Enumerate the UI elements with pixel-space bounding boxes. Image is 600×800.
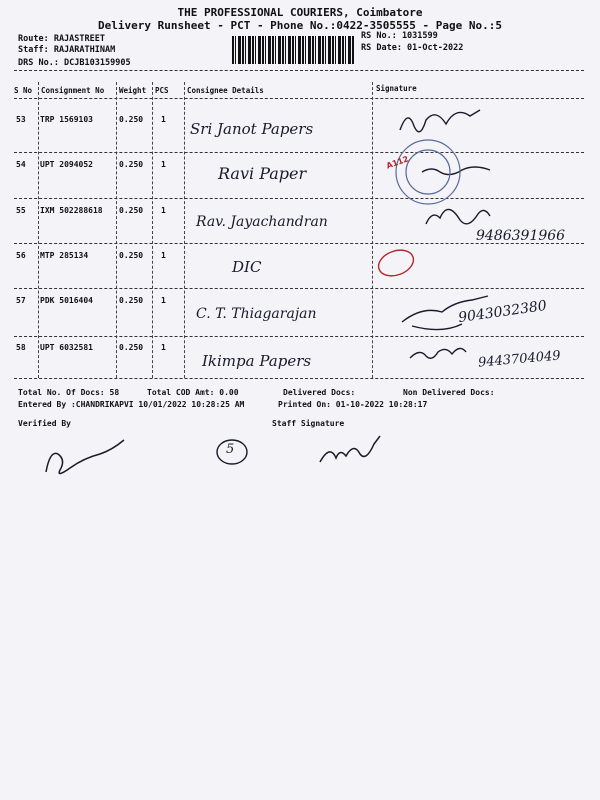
row-weight: 0.250: [119, 296, 144, 305]
col-signature: Signature: [376, 84, 417, 93]
row-consignee: Ravi Paper: [218, 164, 307, 183]
row-consignment: PDK 5016404: [40, 296, 93, 305]
signature-area: [372, 100, 592, 380]
col-consignee: Consignee Details: [187, 86, 264, 95]
circular-seal: [396, 140, 460, 204]
signature-scribble: [422, 167, 490, 175]
col-consignment: Consignment No: [41, 86, 105, 95]
row-pcs: 1: [161, 206, 166, 215]
bottom-signatures: [20, 426, 420, 486]
row-consignee: Rav. Jayachandran: [196, 214, 328, 230]
row-weight: 0.250: [119, 343, 144, 352]
staff-label: Staff: RAJARATHINAM: [18, 45, 116, 55]
row-consignee: Sri Janot Papers: [190, 120, 314, 138]
row-weight: 0.250: [119, 206, 144, 215]
verified-signature: [46, 440, 124, 474]
red-tag: [375, 246, 417, 281]
row-weight: 0.250: [119, 115, 144, 124]
phone-note: 9486391966: [476, 228, 566, 244]
col-line: [116, 82, 117, 378]
row-sno: 56: [16, 251, 26, 260]
col-line: [38, 82, 39, 378]
staff-signature-scribble: [320, 436, 380, 462]
rs-number: RS No.: 1031599: [361, 31, 438, 41]
row-weight: 0.250: [119, 251, 144, 260]
delivered-docs: Delivered Docs:: [283, 388, 356, 397]
row-sno: 54: [16, 160, 26, 169]
drs-number: DRS No.: DCJB103159905: [18, 58, 131, 68]
row-weight: 0.250: [119, 160, 144, 169]
row-pcs: 1: [161, 296, 166, 305]
runsheet-title: Delivery Runsheet - PCT - Phone No.:0422-3505555 - Page No.:5: [98, 19, 502, 32]
row-consignee: Ikimpa Papers: [202, 352, 312, 370]
row-pcs: 1: [161, 160, 166, 169]
row-consignment: MTP 285134: [40, 251, 89, 260]
header-divider: [14, 98, 584, 99]
barcode: [232, 36, 354, 64]
route-label: Route: RAJASTREET: [18, 34, 105, 44]
row-consignee: C. T. Thiagarajan: [196, 306, 317, 322]
company-title: THE PROFESSIONAL COURIERS, Coimbatore: [177, 6, 423, 19]
row-sno: 58: [16, 343, 26, 352]
divider: [14, 70, 584, 71]
signature-scribble: [400, 110, 480, 132]
row-pcs: 1: [161, 115, 166, 124]
row-pcs: 1: [161, 343, 166, 352]
red-tag-text: A112: [385, 154, 410, 171]
row-consignment: UPT 2094052: [40, 160, 93, 169]
staff-signature-label: Staff Signature: [272, 419, 345, 428]
non-delivered-docs: Non Delivered Docs:: [403, 388, 495, 397]
row-consignment: TRP 1569103: [40, 115, 93, 124]
col-line: [184, 82, 185, 378]
row-consignment: UPT 6032581: [40, 343, 93, 352]
col-sno: S No: [14, 86, 33, 95]
phone-note: 9443704049: [477, 348, 562, 371]
printed-on: Printed On: 01-10-2022 10:28:17: [278, 400, 428, 409]
entered-by: Entered By :CHANDRIKAPVI 10/01/2022 10:28:25 AM: [18, 400, 245, 409]
verified-by-label: Verified By: [18, 419, 71, 428]
signature-scribble: [426, 209, 490, 224]
signature-scribble: [410, 348, 466, 358]
row-consignee: DIC: [232, 258, 262, 276]
row-sno: 55: [16, 206, 26, 215]
row-sno: 57: [16, 296, 26, 305]
total-docs: Total No. Of Docs: 58: [18, 388, 120, 397]
circled-number-text: 5: [226, 442, 235, 457]
row-sno: 53: [16, 115, 26, 124]
row-consignment: IXM 502288618: [40, 206, 103, 215]
row-pcs: 1: [161, 251, 166, 260]
phone-note: 9043032380: [457, 297, 548, 327]
total-cod: Total COD Amt: 0.00: [147, 388, 239, 397]
signature-scribble: [402, 296, 488, 330]
col-line: [152, 82, 153, 378]
rs-date: RS Date: 01-Oct-2022: [361, 43, 464, 53]
col-weight: Weight: [119, 86, 147, 95]
col-pcs: PCS: [155, 86, 169, 95]
